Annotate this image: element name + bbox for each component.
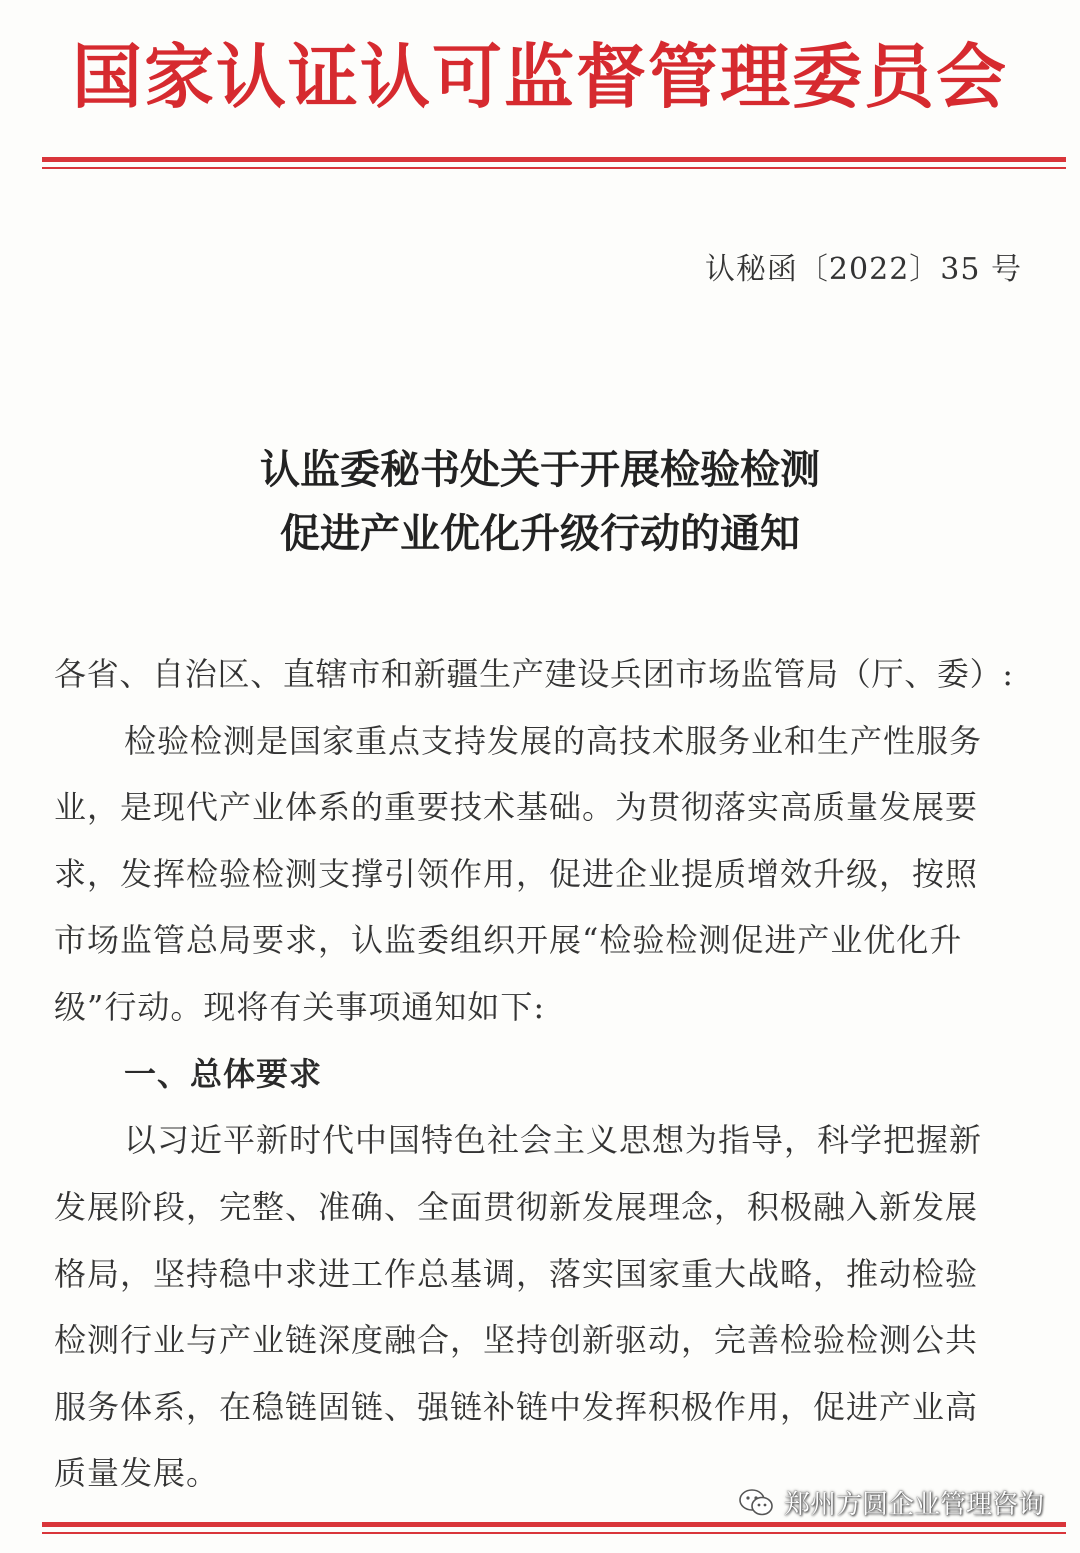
salutation-line: 各省、自治区、直辖市和新疆生产建设兵团市场监管局（厅、委）: — [54, 655, 1014, 693]
watermark-text: 郑州方圆企业管理咨询 — [783, 1490, 1044, 1520]
body-line: 质量发展。 — [54, 1454, 220, 1492]
masthead-org-name: 国家认证认可监督管理委员会 — [72, 36, 1008, 118]
title-line-2: 促进产业优化升级行动的通知 — [280, 511, 800, 557]
body-line: 以习近平新时代中国特色社会主义思想为指导，科学把握新 — [124, 1121, 983, 1159]
title-line-1: 认监委秘书处关于开展检验检测 — [260, 447, 820, 493]
body-line: 检测行业与产业链深度融合，坚持创新驱动，完善检验检测公共 — [54, 1321, 979, 1359]
footer-rule-thin — [42, 1532, 1066, 1534]
footer-rule-thick — [42, 1522, 1066, 1527]
section-heading: 一、总体要求 — [124, 1055, 323, 1093]
body-line: 服务体系，在稳链固链、强链补链中发挥积极作用，促进产业高 — [54, 1388, 979, 1426]
document-title — [0, 438, 1080, 566]
wechat-icon — [738, 1488, 774, 1518]
body-line: 发展阶段，完整、准确、全面贯彻新发展理念，积极融入新发展 — [54, 1188, 979, 1226]
body-line: 业，是现代产业体系的重要技术基础。为贯彻落实高质量发展要 — [54, 788, 979, 826]
masthead-rule-thin — [42, 167, 1066, 169]
body-line: 求，发挥检验检测支撑引领作用，促进企业提质增效升级，按照 — [54, 855, 979, 893]
body-line: 检验检测是国家重点支持发展的高技术服务业和生产性服务 — [124, 722, 983, 760]
document-number: 认秘函〔2022〕35 号 — [704, 252, 1022, 287]
watermark — [738, 1484, 1044, 1521]
masthead-rule-thick — [42, 157, 1066, 162]
body-line: 市场监管总局要求，认监委组织开展“检验检测促进产业优化升 — [54, 921, 963, 959]
body-line: 级”行动。现将有关事项通知如下: — [54, 988, 546, 1026]
body-line: 格局，坚持稳中求进工作总基调，落实国家重大战略，推动检验 — [54, 1255, 979, 1293]
